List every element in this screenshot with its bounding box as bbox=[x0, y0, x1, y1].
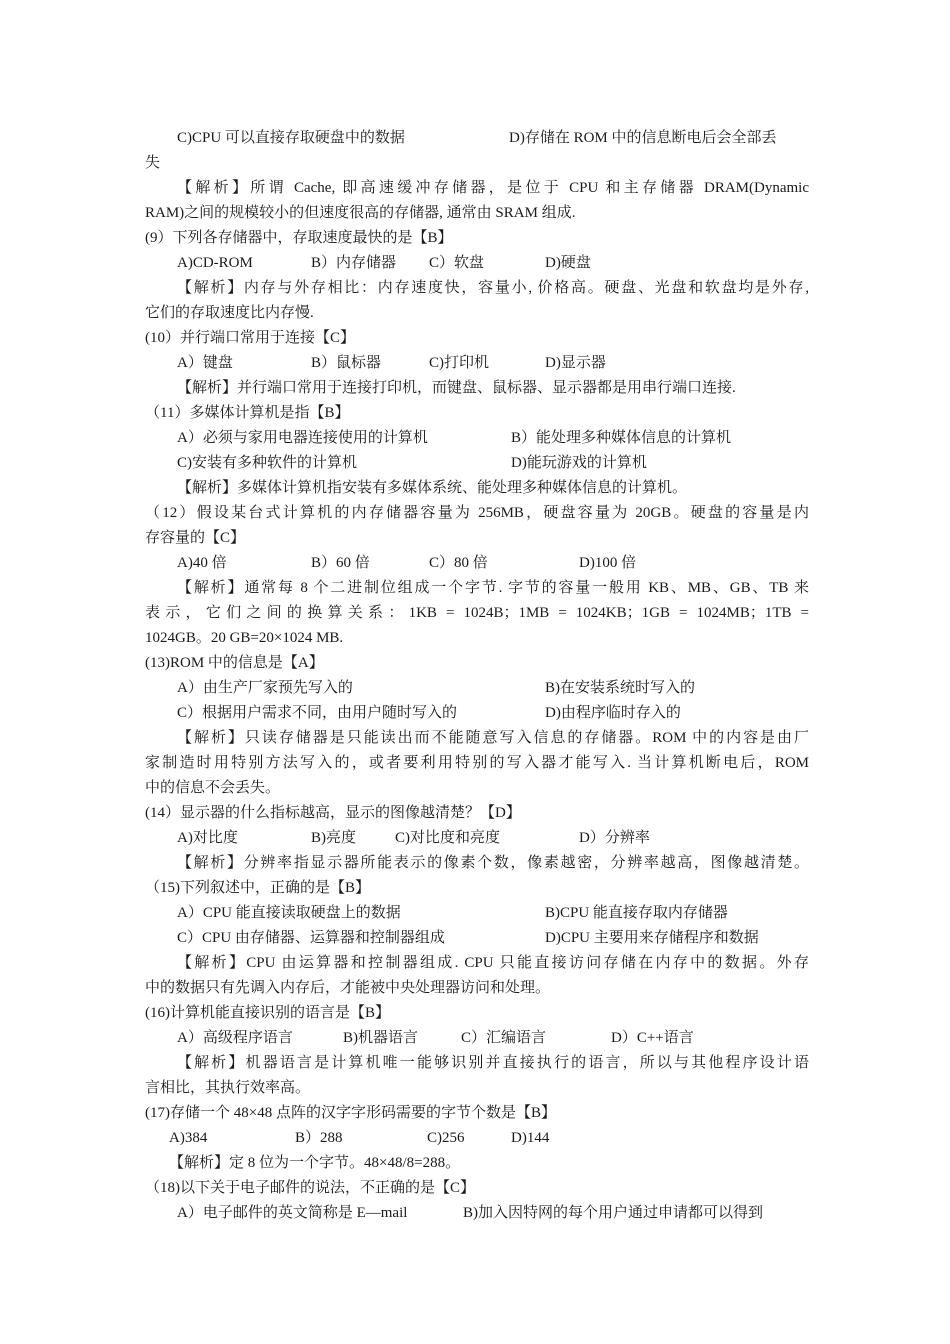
analysis-line: 【解析】CPU 由运算器和控制器组成. CPU 只能直接访问存储在内存中的数据。外存 bbox=[177, 955, 809, 971]
option-b: B)在安装系统时写入的 bbox=[545, 680, 696, 696]
option-d: D)由程序临时存入的 bbox=[545, 705, 681, 721]
document-page bbox=[145, 126, 809, 1226]
option-a: A)40 倍 bbox=[177, 555, 227, 571]
option-c: C)CPU 可以直接存取硬盘中的数据 bbox=[177, 130, 405, 146]
option-a: A）必须与家用电器连接使用的计算机 bbox=[177, 430, 428, 446]
analysis-line: 【解析】分辨率指显示器所能表示的像素个数，像素越密，分辨率越高，图像越清楚。 bbox=[177, 855, 809, 871]
option-a: A）高级程序语言 bbox=[177, 1030, 293, 1046]
question-15: （15)下列叙述中，正确的是【B】 bbox=[145, 880, 371, 896]
option-row bbox=[145, 351, 809, 376]
option-b: B）能处理多种媒体信息的计算机 bbox=[511, 430, 732, 446]
analysis-line: 【解析】并行端口常用于连接打印机，而键盘、鼠标器、显示器都是用串行端口连接. bbox=[177, 380, 736, 396]
option-b: B)亮度 bbox=[311, 830, 357, 846]
question-14: (14）显示器的什么指标越高，显示的图像越清楚？【D】 bbox=[145, 805, 521, 821]
question-16: (16)计算机能直接识别的语言是【B】 bbox=[145, 1005, 390, 1021]
option-row bbox=[145, 551, 809, 576]
question-18: （18)以下关于电子邮件的说法，不正确的是【C】 bbox=[145, 1180, 476, 1196]
option-b: B)加入因特网的每个用户通过申请都可以得到 bbox=[463, 1205, 764, 1221]
option-d: D)能玩游戏的计算机 bbox=[511, 455, 647, 471]
text-line: 中的信息不会丢失。 bbox=[145, 780, 281, 796]
option-b: B）内存储器 bbox=[311, 255, 397, 271]
option-b: B)CPU 能直接存取内存储器 bbox=[545, 905, 728, 921]
text-line: 存容量的【C】 bbox=[145, 530, 246, 546]
option-row bbox=[145, 426, 809, 451]
option-row bbox=[145, 251, 809, 276]
option-c: C）软盘 bbox=[429, 255, 485, 271]
option-d: D）分辨率 bbox=[579, 830, 650, 846]
question-12: （12）假设某台式计算机的内存储器容量为 256MB，硬盘容量为 20GB。硬盘的容量是内 bbox=[145, 505, 809, 521]
option-row bbox=[145, 1026, 809, 1051]
option-row bbox=[145, 451, 809, 476]
option-b: B）60 倍 bbox=[311, 555, 370, 571]
option-row bbox=[145, 901, 809, 926]
option-d: D)存储在 ROM 中的信息断电后会全部丢 bbox=[509, 130, 777, 146]
text-line: 家制造时用特别方法写入的，或者要利用特别的写入器才能写入. 当计算机断电后，ROM bbox=[145, 755, 809, 771]
option-c: C)安装有多种软件的计算机 bbox=[177, 455, 358, 471]
option-row bbox=[145, 1201, 809, 1226]
option-a: A）CPU 能直接读取硬盘上的数据 bbox=[177, 905, 401, 921]
option-d: D)显示器 bbox=[545, 355, 606, 371]
question-17: (17)存储一个 48×48 点阵的汉字字形码需要的字节个数是【B】 bbox=[145, 1105, 556, 1121]
question-11: （11）多媒体计算机是指【B】 bbox=[145, 405, 350, 421]
option-d: D)硬盘 bbox=[545, 255, 591, 271]
option-c: C）80 倍 bbox=[429, 555, 488, 571]
option-c: C）汇编语言 bbox=[461, 1030, 547, 1046]
option-a: A）电子邮件的英文简称是 E—mail bbox=[177, 1205, 408, 1221]
text-line: 失 bbox=[145, 155, 161, 171]
option-d: D)144 bbox=[511, 1130, 550, 1146]
option-d: D)100 倍 bbox=[579, 555, 637, 571]
text-line: 中的数据只有先调入内存后，才能被中央处理器访问和处理。 bbox=[145, 980, 551, 996]
analysis-line: 【解析】多媒体计算机指安装有多媒体系统、能处理多种媒体信息的计算机。 bbox=[177, 480, 688, 496]
option-a: A）由生产厂家预先写入的 bbox=[177, 680, 353, 696]
option-a: A）键盘 bbox=[177, 355, 233, 371]
analysis-line: 【解析】只读存储器是只能读出而不能随意写入信息的存储器。ROM 中的内容是由厂 bbox=[177, 730, 809, 746]
option-a: A)CD-ROM bbox=[177, 255, 253, 271]
option-c: C）CPU 由存储器、运算器和控制器组成 bbox=[177, 930, 445, 946]
analysis-line: 【解析】内存与外存相比：内存速度快，容量小, 价格高。硬盘、光盘和软盘均是外存, bbox=[177, 280, 809, 296]
option-c: C)打印机 bbox=[429, 355, 490, 371]
text-line: 它们的存取速度比内存慢. bbox=[145, 305, 314, 321]
option-a: A)384 bbox=[169, 1130, 208, 1146]
question-10: (10）并行端口常用于连接【C】 bbox=[145, 330, 356, 346]
option-row bbox=[145, 126, 809, 151]
option-row bbox=[145, 826, 809, 851]
analysis-line: 【解析】定 8 位为一个字节。48×48/8=288。 bbox=[169, 1155, 461, 1171]
question-13: (13)ROM 中的信息是【A】 bbox=[145, 655, 324, 671]
option-row bbox=[145, 676, 809, 701]
text-line: 1024GB。20 GB=20×1024 MB. bbox=[145, 630, 344, 646]
analysis-line: 【解析】机器语言是计算机唯一能够识别并直接执行的语言，所以与其他程序设计语 bbox=[177, 1055, 809, 1071]
text-line: 言相比，其执行效率高。 bbox=[145, 1080, 311, 1096]
option-c: C）根据用户需求不同，由用户随时写入的 bbox=[177, 705, 458, 721]
option-d: D）C++语言 bbox=[611, 1030, 694, 1046]
option-b: B）288 bbox=[295, 1130, 343, 1146]
text-line: RAM)之间的规模较小的但速度很高的存储器, 通常由 SRAM 组成. bbox=[145, 205, 576, 221]
option-c: C)256 bbox=[427, 1130, 465, 1146]
option-d: D)CPU 主要用来存储程序和数据 bbox=[545, 930, 759, 946]
analysis-line: 【解析】所谓 Cache, 即高速缓冲存储器，是位于 CPU 和主存储器 DRAM(Dynamic bbox=[177, 180, 809, 196]
option-b: B)机器语言 bbox=[343, 1030, 419, 1046]
option-c: C)对比度和亮度 bbox=[395, 830, 501, 846]
analysis-line: 【解析】通常每 8 个二进制位组成一个字节. 字节的容量一般用 KB、MB、GB、TB 来 bbox=[177, 580, 809, 596]
text-line: 表示，它们之间的换算关系：1KB = 1024B；1MB = 1024KB；1GB = 1024MB；1TB = bbox=[145, 605, 809, 621]
option-b: B）鼠标器 bbox=[311, 355, 382, 371]
option-row bbox=[145, 926, 809, 951]
option-row bbox=[145, 701, 809, 726]
option-a: A)对比度 bbox=[177, 830, 238, 846]
option-row bbox=[145, 1126, 809, 1151]
question-9: (9）下列各存储器中，存取速度最快的是【B】 bbox=[145, 230, 453, 246]
